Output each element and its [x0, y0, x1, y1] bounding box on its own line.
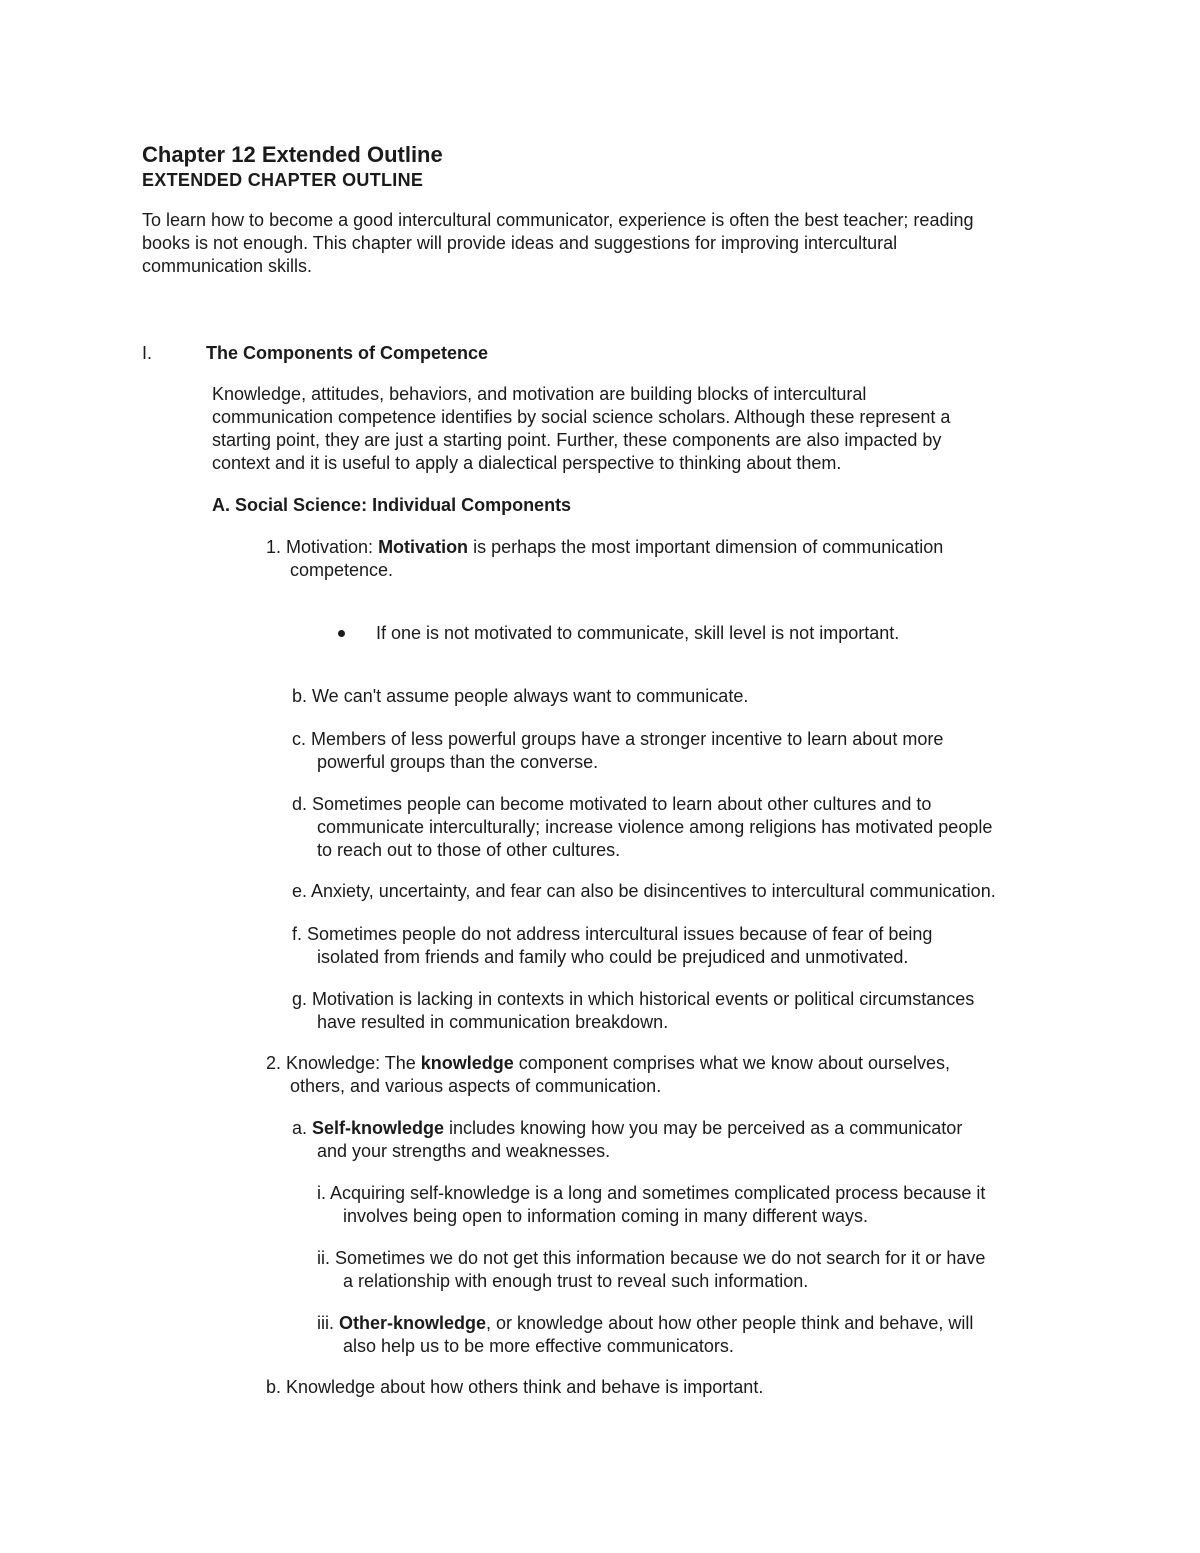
list-item: g. Motivation is lacking in contexts in which historical events or political circumstances: [292, 989, 975, 1009]
list-item-continued: isolated from friends and family who could be prejudiced and unmotivated.: [317, 947, 909, 967]
roman-item-continued: a relationship with enough trust to reveal such information.: [343, 1271, 809, 1291]
list-item: b. Knowledge about how others think and behave is important.: [266, 1377, 764, 1397]
self-knowledge-item-continued: and your strengths and weaknesses.: [317, 1141, 611, 1161]
section-numeral: I.: [142, 343, 153, 363]
item-prefix: iii.: [317, 1313, 339, 1333]
motivation-item-continued: competence.: [290, 560, 394, 580]
document-title: Chapter 12 Extended Outline: [142, 142, 443, 167]
item-text: is perhaps the most important dimension of communication: [468, 537, 944, 557]
intro-line: To learn how to become a good intercultural communicator, experience is often the best teacher; reading: [142, 210, 974, 230]
bullet-item: If one is not motivated to communicate, skill level is not important.: [376, 623, 900, 643]
list-item: d. Sometimes people can become motivated to learn about other cultures and to: [292, 794, 932, 814]
list-item-continued: have resulted in communication breakdown.: [317, 1012, 669, 1032]
roman-item-continued: involves being open to information coming in many different ways.: [343, 1206, 868, 1226]
item-text: , or knowledge about how other people think and behave, will: [486, 1313, 974, 1333]
list-item: c. Members of less powerful groups have a stronger incentive to learn about more: [292, 729, 944, 749]
knowledge-item-continued: others, and various aspects of communication.: [290, 1076, 662, 1096]
list-item: b. We can't assume people always want to communicate.: [292, 686, 749, 706]
motivation-item: [266, 536, 943, 559]
list-item: f. Sometimes people do not address intercultural issues because of fear of being: [292, 924, 933, 944]
list-item-continued: powerful groups than the converse.: [317, 752, 599, 772]
item-prefix: a.: [292, 1118, 313, 1138]
list-item: e. Anxiety, uncertainty, and fear can also be disincentives to intercultural communication.: [292, 881, 996, 901]
key-term: knowledge: [420, 1053, 514, 1073]
document-subtitle: EXTENDED CHAPTER OUTLINE: [142, 170, 424, 190]
other-knowledge-item-continued: also help us to be more effective communicators.: [343, 1336, 734, 1356]
item-prefix: 1. Motivation:: [266, 537, 379, 557]
list-item-continued: to reach out to those of other cultures.: [317, 840, 621, 860]
other-knowledge-item: [317, 1312, 973, 1335]
key-term: Self-knowledge: [312, 1118, 445, 1138]
section-paragraph-line: starting point, they are just a starting point. Further, these components are also impacted by: [212, 430, 942, 450]
knowledge-item: [266, 1052, 950, 1075]
bullet-dot: [338, 630, 345, 637]
list-item-continued: communicate interculturally; increase violence among religions has motivated people: [317, 817, 993, 837]
roman-item: ii. Sometimes we do not get this information because we do not search for it or have: [317, 1248, 986, 1268]
item-text: includes knowing how you may be perceived as a communicator: [444, 1118, 963, 1138]
key-term: Other-knowledge: [339, 1313, 487, 1333]
roman-item: i. Acquiring self-knowledge is a long and sometimes complicated process because it: [317, 1183, 986, 1203]
self-knowledge-item: [292, 1117, 962, 1140]
section-paragraph-line: context and it is useful to apply a dialectical perspective to thinking about them.: [212, 453, 842, 473]
section-heading: The Components of Competence: [206, 343, 489, 363]
item-text: component comprises what we know about ourselves,: [513, 1053, 951, 1073]
section-paragraph-line: Knowledge, attitudes, behaviors, and motivation are building blocks of intercultural: [212, 384, 867, 404]
key-term: Motivation: [378, 537, 469, 557]
item-prefix: 2. Knowledge: The: [266, 1053, 421, 1073]
subsection-heading: A. Social Science: Individual Components: [212, 495, 572, 515]
intro-line: communication skills.: [142, 256, 313, 276]
section-paragraph-line: communication competence identifies by social science scholars. Although these represent a: [212, 407, 951, 427]
intro-line: books is not enough. This chapter will provide ideas and suggestions for improving intercultural: [142, 233, 898, 253]
